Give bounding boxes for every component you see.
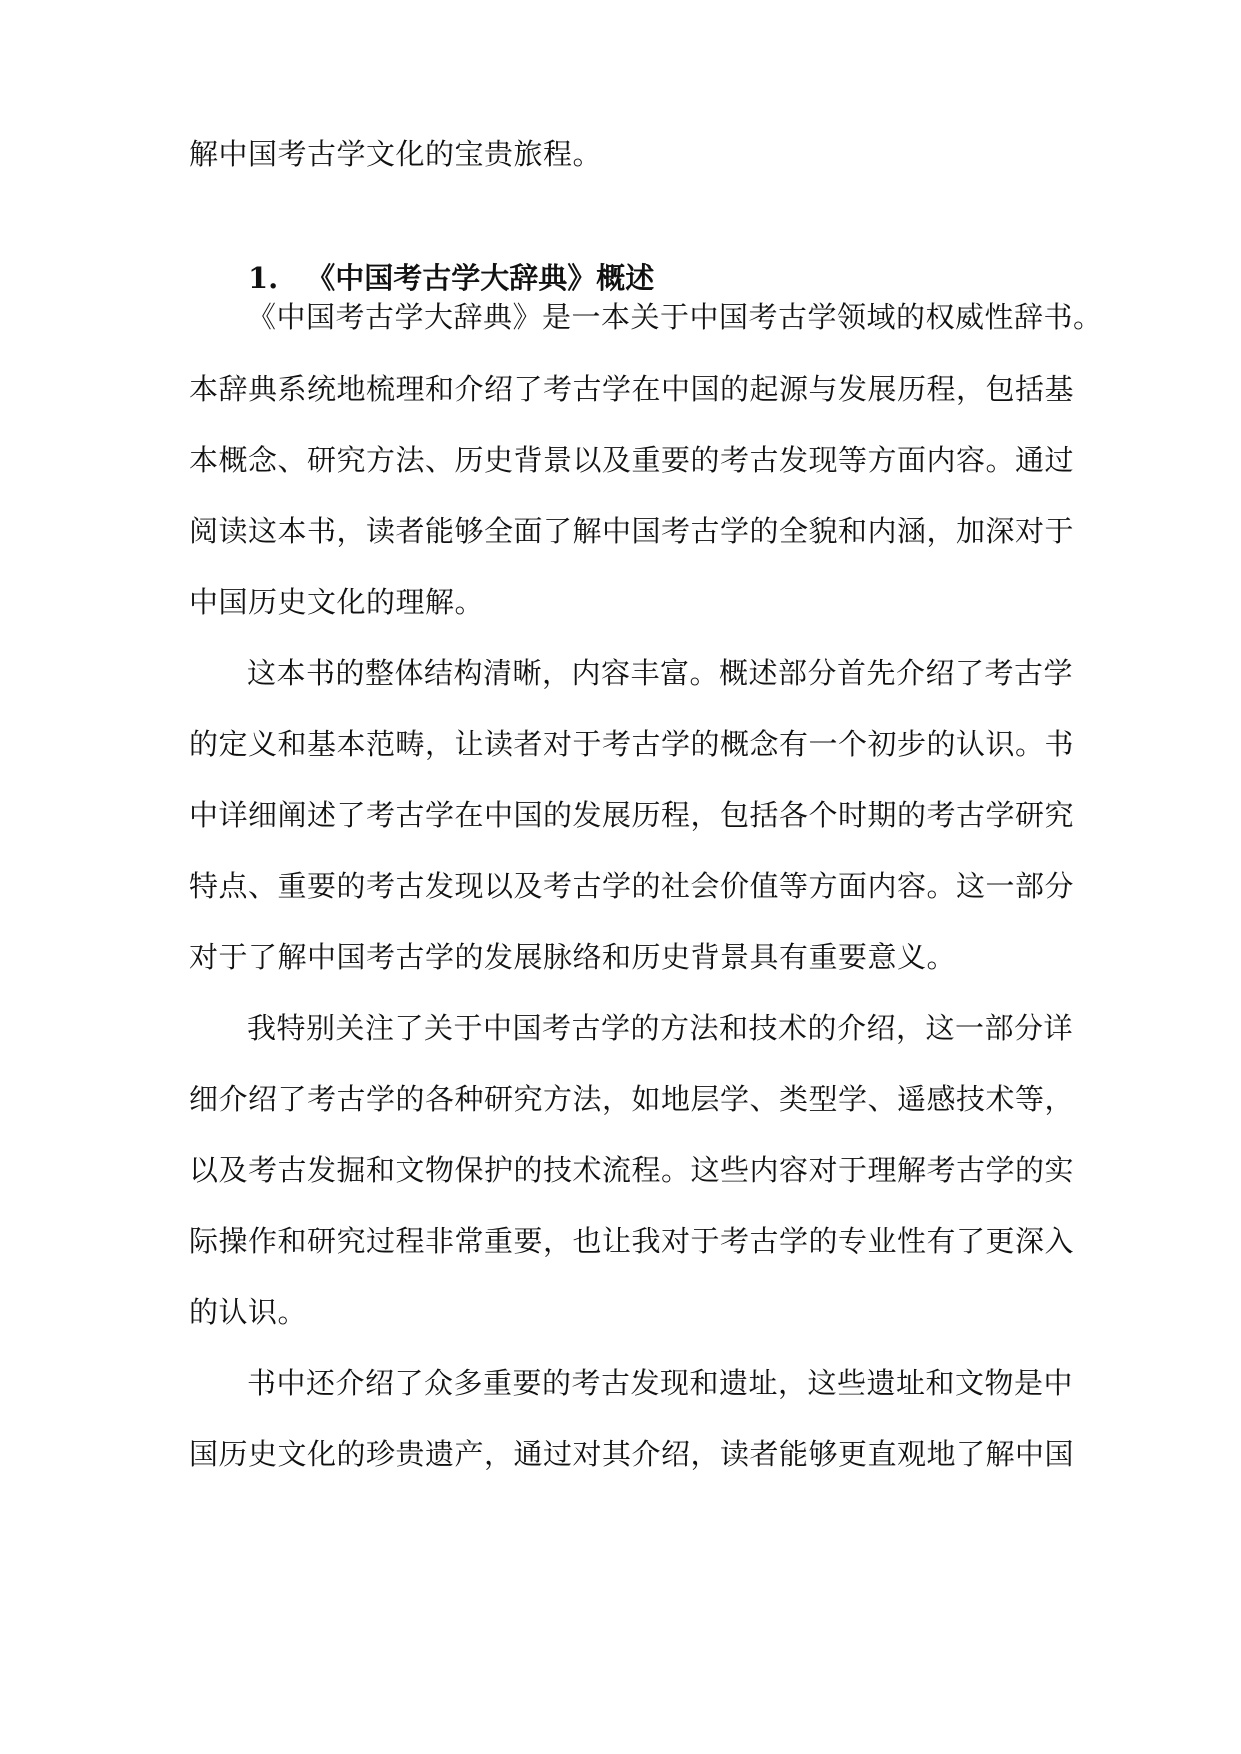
section-number: 1.: [248, 261, 279, 295]
text-line: 对于了解中国考古学的发展脉络和历史背景具有重要意义。: [189, 940, 957, 974]
text-line: 以及考古发掘和文物保护的技术流程。这些内容对于理解考古学的实: [189, 1153, 1075, 1187]
text-line: 细介绍了考古学的各种研究方法，如地层学、类型学、遥感技术等，: [189, 1082, 1075, 1116]
text-line: 我特别关注了关于中国考古学的方法和技术的介绍，这一部分详: [247, 1011, 1074, 1045]
text-line: 中详细阐述了考古学在中国的发展历程，包括各个时期的考古学研究: [189, 798, 1075, 832]
section-heading: [248, 258, 654, 298]
text-line: 解中国考古学文化的宝贵旅程。: [189, 137, 603, 171]
text-line: 际操作和研究过程非常重要，也让我对于考古学的专业性有了更深入: [189, 1224, 1075, 1258]
text-line: 本概念、研究方法、历史背景以及重要的考古发现等方面内容。通过: [189, 443, 1075, 477]
text-line: 中国历史文化的理解。: [189, 585, 485, 619]
text-line: 国历史文化的珍贵遗产，通过对其介绍，读者能够更直观地了解中国: [189, 1437, 1075, 1471]
section-title: 《中国考古学大辞典》概述: [306, 261, 655, 295]
text-line: 的定义和基本范畴，让读者对于考古学的概念有一个初步的认识。书: [189, 727, 1075, 761]
text-line: 《中国考古学大辞典》是一本关于中国考古学领域的权威性辞书。: [247, 300, 1103, 334]
text-line: 这本书的整体结构清晰，内容丰富。概述部分首先介绍了考古学: [247, 656, 1074, 690]
text-line: 的认识。: [189, 1295, 308, 1329]
text-line: 本辞典系统地梳理和介绍了考古学在中国的起源与发展历程，包括基: [189, 372, 1075, 406]
text-line: 书中还介绍了众多重要的考古发现和遗址，这些遗址和文物是中: [247, 1366, 1074, 1400]
text-line: 特点、重要的考古发现以及考古学的社会价值等方面内容。这一部分: [189, 869, 1075, 903]
text-line: 阅读这本书，读者能够全面了解中国考古学的全貌和内涵，加深对于: [189, 514, 1075, 548]
